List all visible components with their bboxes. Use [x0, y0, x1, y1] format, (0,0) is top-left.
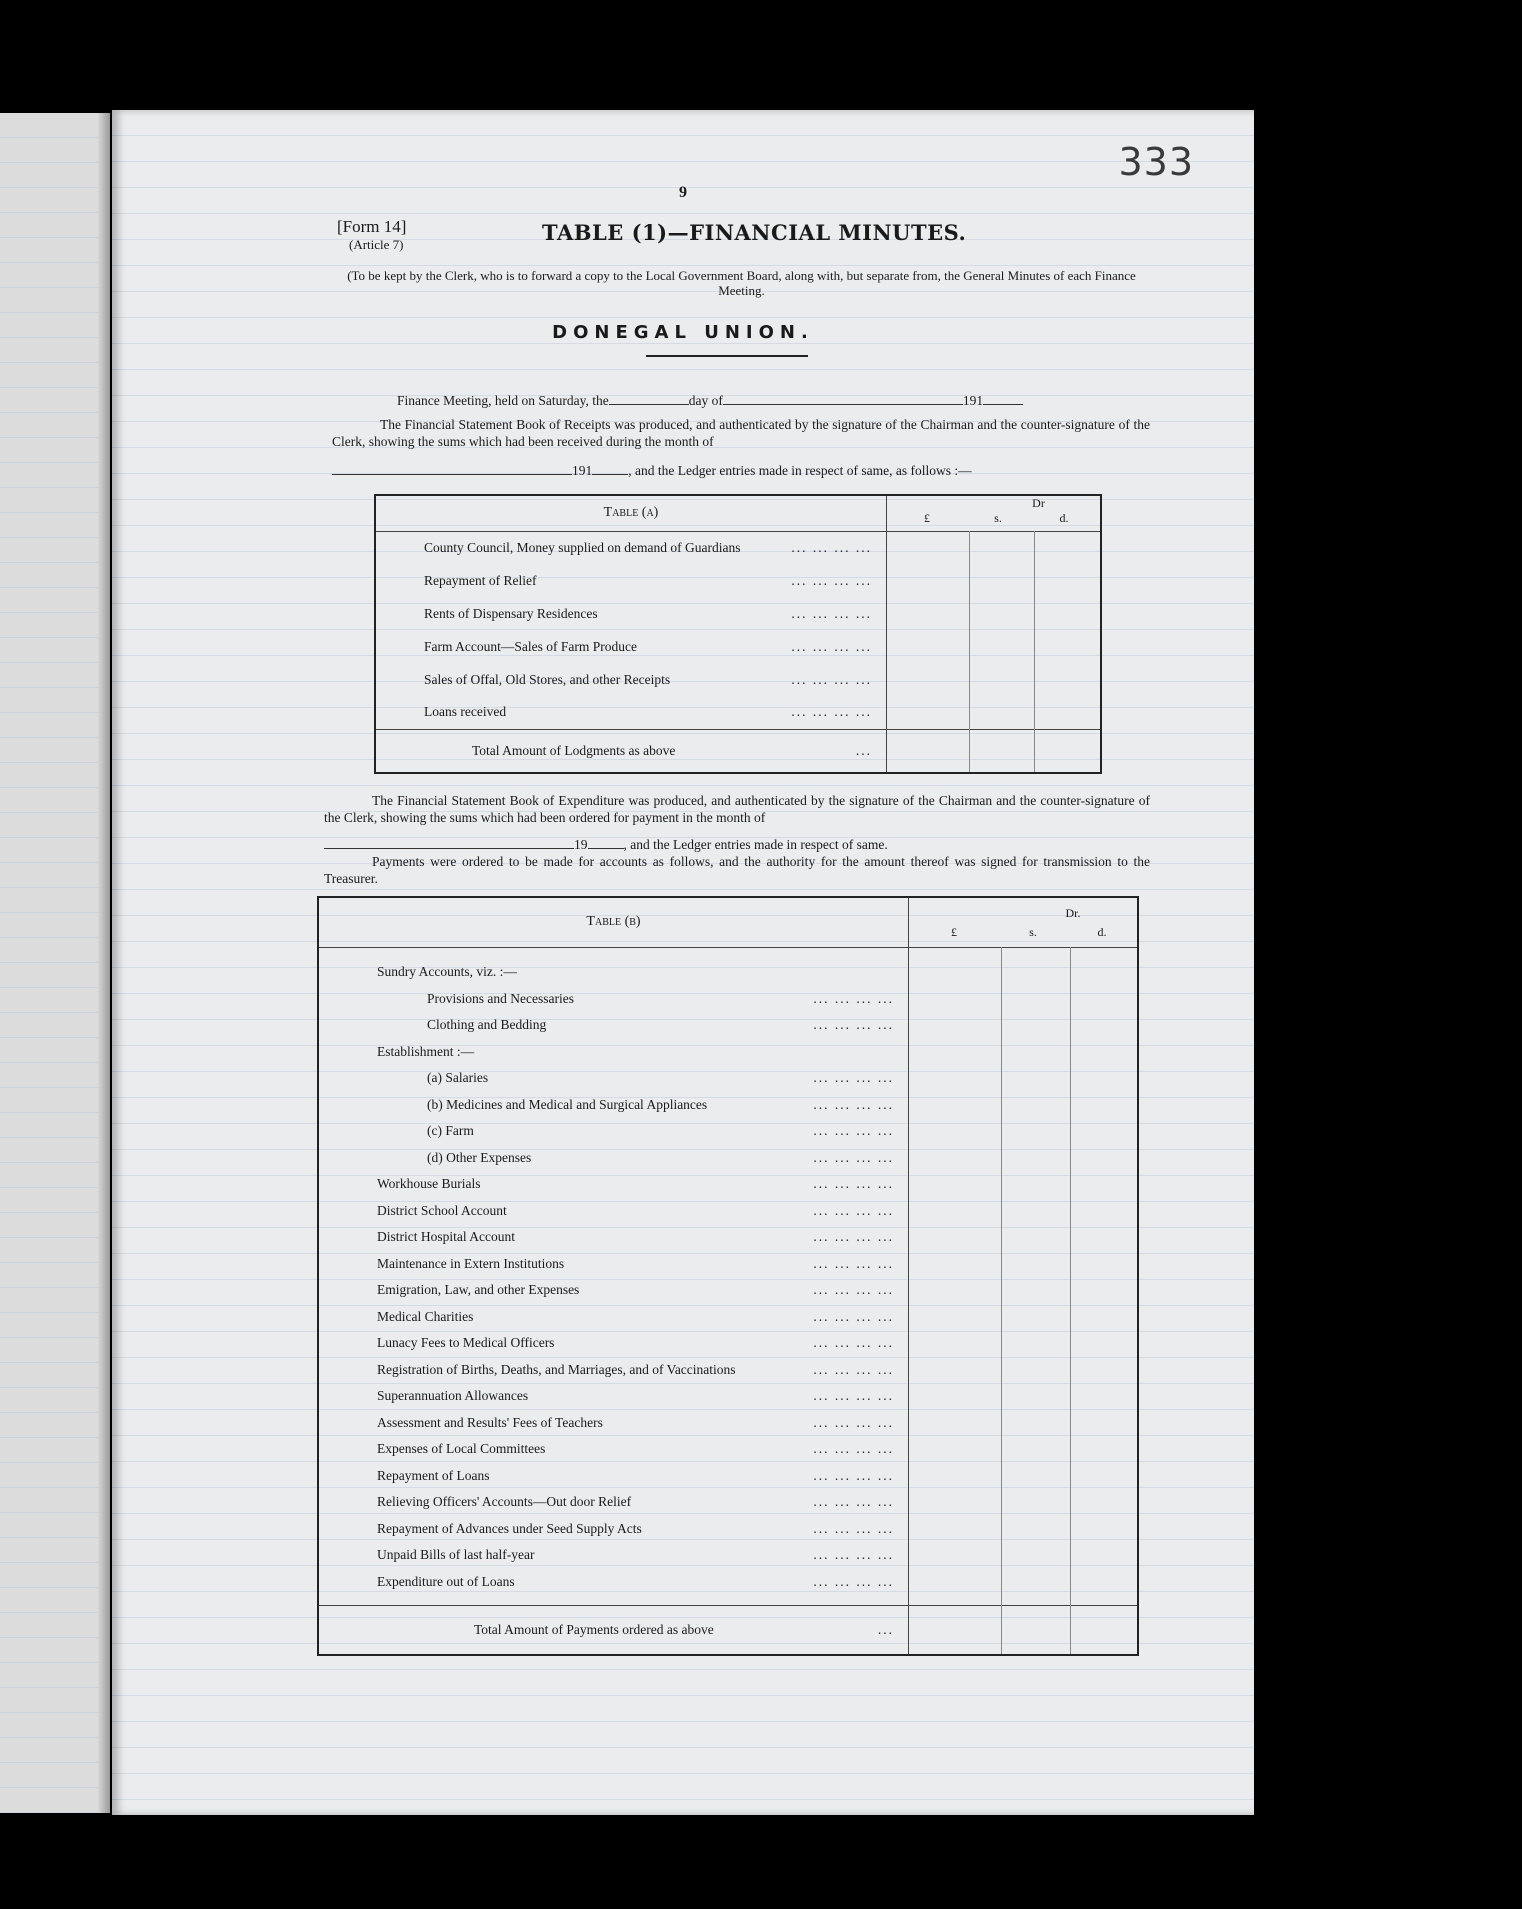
- table-a-total-label: Total Amount of Lodgments as above ...: [375, 729, 887, 773]
- pence-cell: [1071, 1410, 1139, 1437]
- table-row: [318, 1092, 1138, 1119]
- leader-dots: ... ... ... ...: [813, 1149, 894, 1165]
- pence-cell: [1071, 1092, 1139, 1119]
- leader-dots: ... ... ... ...: [791, 539, 872, 555]
- pounds-cell: [909, 1145, 1002, 1172]
- table-row: [318, 1224, 1138, 1251]
- row-label-cell: [318, 1118, 909, 1145]
- pence-cell: [1035, 630, 1102, 663]
- expenditure-year: 19: [574, 837, 588, 852]
- table-b: [317, 896, 1139, 1656]
- col-pounds: £: [951, 925, 957, 939]
- shillings-cell: [970, 597, 1035, 630]
- row-label-cell: [375, 597, 887, 630]
- row-label-cell: [318, 1171, 909, 1198]
- row-label: Assessment and Results' Fees of Teachers: [377, 1414, 603, 1430]
- table-row: [318, 1251, 1138, 1278]
- shillings-cell: [970, 663, 1035, 696]
- row-label: Lunacy Fees to Medical Officers: [377, 1335, 555, 1351]
- row-label-cell: [318, 1542, 909, 1569]
- pence-cell: [1071, 1145, 1139, 1172]
- row-label-cell: [375, 531, 887, 564]
- table-row: [318, 959, 1138, 986]
- leader-dots: ... ... ... ...: [813, 1176, 894, 1192]
- row-label: Sales of Offal, Old Stores, and other Receipts: [424, 671, 671, 687]
- form-number: [Form 14]: [337, 217, 407, 236]
- pounds-cell: [909, 1436, 1002, 1463]
- day-blank: [609, 392, 689, 405]
- row-label: (d) Other Expenses: [427, 1149, 532, 1165]
- document-subtitle: (To be kept by the Clerk, who is to forward a copy to the Local Government Board, along with, but separate from, the General Minutes of each Finance Meeting.: [347, 268, 1136, 298]
- table-a-money-header: [887, 495, 1102, 531]
- shillings-cell: [1002, 1436, 1071, 1463]
- leader-dots: ... ... ... ...: [813, 1388, 894, 1404]
- table-row: [318, 1198, 1138, 1225]
- row-label-cell: [318, 1145, 909, 1172]
- pence-cell: [1071, 1039, 1139, 1066]
- meeting-year: 191: [962, 393, 984, 408]
- table-row: [318, 1489, 1138, 1516]
- leader-dots: ... ... ... ...: [813, 1520, 894, 1536]
- pounds-cell: [909, 1410, 1002, 1437]
- leader-dots: ... ... ... ...: [813, 1308, 894, 1324]
- shillings-cell: [1002, 959, 1071, 986]
- row-label: Clothing and Bedding: [427, 1017, 547, 1033]
- pounds-cell: [909, 959, 1002, 986]
- table-row: [318, 1118, 1138, 1145]
- pence-cell: [1071, 1251, 1139, 1278]
- day-of-label: day of: [688, 393, 723, 408]
- payments-paragraph: Payments were ordered to be made for accounts as follows, and the authority for the amount thereof was signed for transmission to the Treasurer.: [324, 854, 1150, 886]
- row-label: (b) Medicines and Medical and Surgical Appliances: [427, 1096, 708, 1112]
- table-row: [318, 1065, 1138, 1092]
- row-label: (c) Farm: [427, 1123, 474, 1139]
- row-label-cell: [375, 663, 887, 696]
- row-label: Superannuation Allowances: [377, 1388, 529, 1404]
- shillings-cell: [970, 531, 1035, 564]
- pence-cell: [1071, 1436, 1139, 1463]
- receipts-suffix: , and the Ledger entries made in respect of same, as follows :—: [628, 463, 972, 478]
- expenditure-year-blank: [588, 836, 624, 849]
- form-reference: [337, 218, 406, 254]
- pence-cell: [1071, 1118, 1139, 1145]
- pence-cell: [1035, 531, 1102, 564]
- expenditure-paragraph: [324, 792, 1150, 826]
- month-blank: [723, 392, 963, 405]
- row-label: Establishment :—: [377, 1043, 475, 1059]
- row-label: Registration of Births, Deaths, and Marriages, and of Vaccinations: [377, 1361, 736, 1377]
- meeting-prefix: Finance Meeting, held on Saturday, the: [397, 393, 609, 408]
- table-row: [318, 1383, 1138, 1410]
- pounds-cell: [909, 1198, 1002, 1225]
- shillings-cell: [1002, 1304, 1071, 1331]
- pounds-cell: [887, 663, 970, 696]
- leader-dots: ... ... ... ...: [791, 572, 872, 588]
- row-label: Expenditure out of Loans: [377, 1573, 515, 1589]
- pounds-cell: [909, 1516, 1002, 1543]
- row-label-cell: [318, 1224, 909, 1251]
- shillings-cell: [1002, 1489, 1071, 1516]
- table-a: [374, 494, 1102, 774]
- shillings-cell: [1002, 1118, 1071, 1145]
- row-label: Repayment of Relief: [424, 572, 537, 588]
- col-pence: d.: [1097, 925, 1107, 939]
- row-label-cell: [375, 564, 887, 597]
- table-row: [375, 663, 1101, 696]
- table-row: [318, 986, 1138, 1013]
- pounds-cell: [909, 1542, 1002, 1569]
- pence-cell: [1071, 1463, 1139, 1490]
- leader-dots: ... ... ... ...: [813, 1414, 894, 1430]
- shillings-cell: [1002, 1383, 1071, 1410]
- page-stamp: 333: [1118, 140, 1194, 184]
- page-number: 9: [679, 184, 687, 201]
- row-label-cell: [318, 1410, 909, 1437]
- shillings-cell: [1002, 1092, 1071, 1119]
- leader-dots: ... ... ... ...: [813, 1361, 894, 1377]
- meeting-line: [397, 392, 1023, 409]
- pence-cell: [1071, 1171, 1139, 1198]
- total-pence-cell: [1071, 1605, 1139, 1655]
- table-b-dr: Dr.: [1065, 906, 1081, 920]
- article-number: (Article 7): [349, 237, 404, 252]
- shillings-cell: [1002, 1198, 1071, 1225]
- pounds-cell: [887, 630, 970, 663]
- row-label: Repayment of Advances under Seed Supply Acts: [377, 1520, 642, 1536]
- table-row: [375, 531, 1101, 564]
- leader-dots: ... ... ... ...: [813, 1070, 894, 1086]
- col-shillings: s.: [1029, 925, 1037, 939]
- shillings-cell: [1002, 1410, 1071, 1437]
- pounds-cell: [909, 1489, 1002, 1516]
- col-pounds: £: [924, 511, 930, 525]
- pence-cell: [1071, 1277, 1139, 1304]
- row-label: (a) Salaries: [427, 1070, 489, 1086]
- row-label-cell: [318, 1436, 909, 1463]
- pounds-cell: [909, 1330, 1002, 1357]
- union-name: DONEGAL UNION.: [552, 322, 814, 343]
- shillings-cell: [1002, 1277, 1071, 1304]
- pounds-cell: [909, 1383, 1002, 1410]
- shillings-cell: [1002, 1542, 1071, 1569]
- pence-cell: [1071, 1198, 1139, 1225]
- leader-dots: ... ... ... ...: [813, 1282, 894, 1298]
- row-label: Repayment of Loans: [377, 1467, 490, 1483]
- table-row: [318, 1410, 1138, 1437]
- table-row: [318, 1330, 1138, 1357]
- title-rule: [646, 355, 808, 357]
- row-label: Emigration, Law, and other Expenses: [377, 1282, 580, 1298]
- shillings-cell: [970, 630, 1035, 663]
- expenditure-suffix: , and the Ledger entries made in respect of same.: [623, 837, 888, 852]
- shillings-cell: [1002, 1357, 1071, 1384]
- leader-dots: ... ... ... ...: [813, 1547, 894, 1563]
- table-b-total-label: Total Amount of Payments ordered as above ...: [318, 1605, 909, 1655]
- leader-dots: ... ... ... ...: [813, 1202, 894, 1218]
- pence-cell: [1071, 1383, 1139, 1410]
- receipts-year: 191: [572, 463, 593, 478]
- row-label-cell: [318, 1304, 909, 1331]
- row-label-cell: [318, 1489, 909, 1516]
- pounds-cell: [909, 1277, 1002, 1304]
- row-label-cell: [318, 1092, 909, 1119]
- row-label: Workhouse Burials: [377, 1176, 481, 1192]
- pence-cell: [1071, 1304, 1139, 1331]
- pounds-cell: [909, 1251, 1002, 1278]
- leader-dots: ... ... ... ...: [791, 704, 872, 720]
- pence-cell: [1035, 696, 1102, 729]
- document-page: [112, 110, 1254, 1815]
- pounds-cell: [909, 1065, 1002, 1092]
- leader-dots: ... ... ... ...: [813, 1441, 894, 1457]
- col-pence: d.: [1059, 511, 1069, 525]
- leader-dots: ... ... ... ...: [791, 638, 872, 654]
- pence-cell: [1071, 1516, 1139, 1543]
- expenditure-month-blank: [324, 836, 574, 849]
- table-row: [375, 564, 1101, 597]
- row-label-cell: [318, 959, 909, 986]
- leader-dots: ... ... ... ...: [813, 1255, 894, 1271]
- row-label: Medical Charities: [377, 1308, 474, 1324]
- table-row: [318, 1145, 1138, 1172]
- pounds-cell: [909, 1569, 1002, 1596]
- facing-page: [0, 113, 110, 1813]
- receipts-text: The Financial Statement Book of Receipts was produced, and authenticated by the signature of the Chairman and the counter-signature of the Clerk, showing the sums which had been received during the month of: [332, 417, 1150, 449]
- leader-dots: ... ... ... ...: [813, 1096, 894, 1112]
- row-label-cell: [318, 1516, 909, 1543]
- pounds-cell: [909, 1171, 1002, 1198]
- shillings-cell: [1002, 1569, 1071, 1596]
- pounds-cell: [909, 1357, 1002, 1384]
- pounds-cell: [887, 564, 970, 597]
- pounds-cell: [909, 1092, 1002, 1119]
- row-label-cell: [318, 1012, 909, 1039]
- row-label-cell: [318, 1039, 909, 1066]
- pence-cell: [1035, 597, 1102, 630]
- leader-dots: ... ... ... ...: [813, 1335, 894, 1351]
- shillings-cell: [1002, 1330, 1071, 1357]
- table-a-title: Table (a): [603, 505, 659, 521]
- pence-cell: [1035, 564, 1102, 597]
- pounds-cell: [909, 1224, 1002, 1251]
- pounds-cell: [909, 1118, 1002, 1145]
- row-label: Maintenance in Extern Institutions: [377, 1255, 565, 1271]
- row-label: County Council, Money supplied on demand of Guardians: [424, 539, 741, 555]
- pence-cell: [1071, 1542, 1139, 1569]
- row-label-cell: [318, 1463, 909, 1490]
- pounds-cell: [909, 1039, 1002, 1066]
- pence-cell: [1071, 1012, 1139, 1039]
- shillings-cell: [1002, 1012, 1071, 1039]
- leader-dots: ... ... ... ...: [813, 1229, 894, 1245]
- table-row: [318, 1171, 1138, 1198]
- shillings-cell: [1002, 1251, 1071, 1278]
- year-blank: [983, 392, 1023, 405]
- receipts-paragraph: [332, 416, 1150, 450]
- table-row: [318, 1304, 1138, 1331]
- expenditure-line: [324, 836, 1150, 853]
- pence-cell: [1071, 1357, 1139, 1384]
- leader-dots: ... ... ... ...: [813, 1123, 894, 1139]
- row-label-cell: [375, 696, 887, 729]
- table-row: [318, 1357, 1138, 1384]
- pence-cell: [1071, 1489, 1139, 1516]
- pounds-cell: [909, 1304, 1002, 1331]
- shillings-cell: [1002, 1039, 1071, 1066]
- row-label-cell: [318, 986, 909, 1013]
- table-row: [318, 1463, 1138, 1490]
- expenditure-text: The Financial Statement Book of Expenditure was produced, and authenticated by the signature of the Chairman and the counter-signature of the Clerk, showing the sums which had been ordered for payment in the month of: [324, 793, 1150, 825]
- row-label-cell: [318, 1383, 909, 1410]
- receipts-line: [332, 462, 1150, 479]
- leader-dots: ... ... ... ...: [813, 1573, 894, 1589]
- shillings-cell: [1002, 1065, 1071, 1092]
- row-label: Farm Account—Sales of Farm Produce: [424, 638, 637, 654]
- row-label-cell: [318, 1569, 909, 1596]
- col-shillings: s.: [994, 511, 1002, 525]
- table-b-money-header: [909, 897, 1139, 947]
- table-row: [375, 696, 1101, 729]
- leader-dots: ... ... ... ...: [791, 605, 872, 621]
- pounds-cell: [909, 1463, 1002, 1490]
- pence-cell: [1071, 1224, 1139, 1251]
- shillings-cell: [970, 564, 1035, 597]
- row-label-cell: [318, 1330, 909, 1357]
- total-pounds-cell: [909, 1605, 1002, 1655]
- total-shillings-cell: [970, 729, 1035, 773]
- leader-dots: ... ... ... ...: [813, 990, 894, 1006]
- row-label: District Hospital Account: [377, 1229, 515, 1245]
- pence-cell: [1071, 986, 1139, 1013]
- table-a-dr: Dr: [1032, 496, 1045, 510]
- pounds-cell: [887, 597, 970, 630]
- table-row: [318, 1012, 1138, 1039]
- row-label: Relieving Officers' Accounts—Out door Relief: [377, 1494, 632, 1510]
- row-label: Unpaid Bills of last half-year: [377, 1547, 535, 1563]
- table-row: [318, 1516, 1138, 1543]
- table-row: [375, 630, 1101, 663]
- receipts-year-blank: [592, 462, 628, 475]
- row-label-cell: [318, 1065, 909, 1092]
- row-label: Provisions and Necessaries: [427, 990, 574, 1006]
- shillings-cell: [1002, 1516, 1071, 1543]
- receipts-month-blank: [332, 462, 572, 475]
- leader-dots: ... ... ... ...: [813, 1017, 894, 1033]
- row-label-cell: [318, 1198, 909, 1225]
- row-label: Sundry Accounts, viz. :—: [377, 964, 517, 980]
- pounds-cell: [909, 986, 1002, 1013]
- row-label-cell: [318, 1277, 909, 1304]
- leader-dots: ... ... ... ...: [813, 1494, 894, 1510]
- row-label-cell: [375, 630, 887, 663]
- pounds-cell: [887, 696, 970, 729]
- page-fold: [98, 113, 110, 1813]
- table-row: [318, 1039, 1138, 1066]
- total-pounds-cell: [887, 729, 970, 773]
- shillings-cell: [1002, 1224, 1071, 1251]
- leader-dots: ... ... ... ...: [813, 1467, 894, 1483]
- table-row: [375, 597, 1101, 630]
- table-row: [318, 1569, 1138, 1596]
- total-pence-cell: [1035, 729, 1102, 773]
- table-row: [318, 1277, 1138, 1304]
- row-label: Rents of Dispensary Residences: [424, 605, 598, 621]
- shillings-cell: [1002, 986, 1071, 1013]
- row-label-cell: [318, 1251, 909, 1278]
- table-row: [318, 1436, 1138, 1463]
- row-label: District School Account: [377, 1202, 507, 1218]
- pence-cell: [1071, 1569, 1139, 1596]
- pence-cell: [1071, 1330, 1139, 1357]
- row-label-cell: [318, 1357, 909, 1384]
- total-shillings-cell: [1002, 1605, 1071, 1655]
- row-label: Loans received: [424, 704, 507, 720]
- table-b-title: Table (b): [586, 914, 641, 930]
- shillings-cell: [1002, 1145, 1071, 1172]
- row-label: Expenses of Local Committees: [377, 1441, 546, 1457]
- shillings-cell: [970, 696, 1035, 729]
- document-title: TABLE (1)—FINANCIAL MINUTES.: [542, 220, 967, 245]
- pounds-cell: [909, 1012, 1002, 1039]
- shillings-cell: [1002, 1171, 1071, 1198]
- shillings-cell: [1002, 1463, 1071, 1490]
- leader-dots: ... ... ... ...: [791, 671, 872, 687]
- table-row: [318, 1542, 1138, 1569]
- pence-cell: [1035, 663, 1102, 696]
- pence-cell: [1071, 1065, 1139, 1092]
- pence-cell: [1071, 959, 1139, 986]
- pounds-cell: [887, 531, 970, 564]
